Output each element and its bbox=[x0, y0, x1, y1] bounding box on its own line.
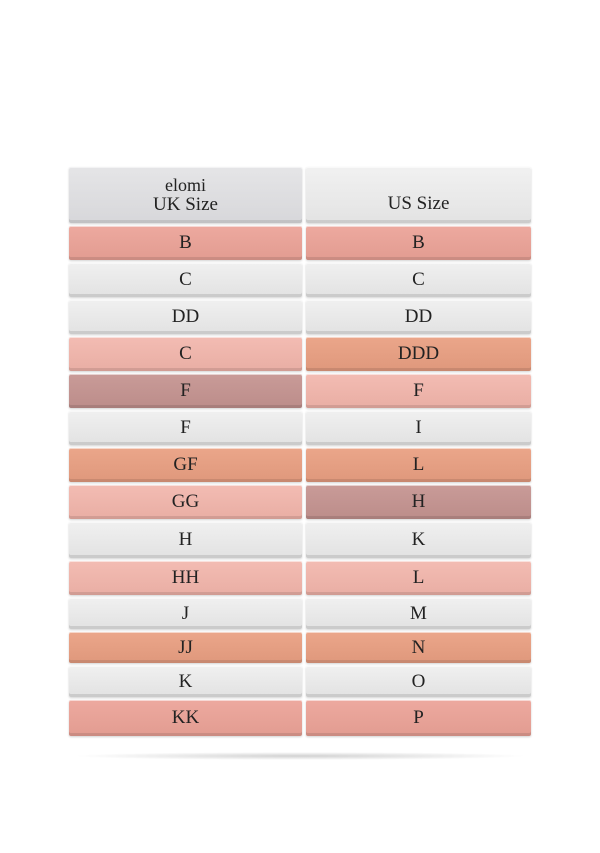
size-row bbox=[69, 632, 531, 663]
uk-size-cell: JJ bbox=[69, 632, 302, 663]
us-size-cell: N bbox=[306, 632, 531, 663]
size-row bbox=[69, 300, 531, 334]
uk-size-cell: C bbox=[69, 337, 302, 371]
us-size-cell: L bbox=[306, 448, 531, 482]
size-row bbox=[69, 485, 531, 519]
us-size-cell: I bbox=[306, 411, 531, 445]
uk-size-header bbox=[69, 167, 302, 223]
us-size-cell: K bbox=[306, 522, 531, 558]
us-size-cell: DDD bbox=[306, 337, 531, 371]
us-size-cell: F bbox=[306, 374, 531, 408]
size-rows bbox=[69, 226, 531, 736]
us-size-label: US Size bbox=[387, 193, 450, 214]
us-size-cell: P bbox=[306, 700, 531, 736]
us-size-header bbox=[306, 167, 531, 223]
us-size-cell: H bbox=[306, 485, 531, 519]
size-row bbox=[69, 598, 531, 629]
uk-size-cell: J bbox=[69, 598, 302, 629]
uk-size-cell: GF bbox=[69, 448, 302, 482]
size-row bbox=[69, 226, 531, 260]
uk-size-cell: HH bbox=[69, 561, 302, 595]
us-size-cell: L bbox=[306, 561, 531, 595]
uk-size-cell: GG bbox=[69, 485, 302, 519]
uk-size-cell: H bbox=[69, 522, 302, 558]
us-size-cell: C bbox=[306, 263, 531, 297]
us-size-cell: DD bbox=[306, 300, 531, 334]
uk-size-cell: F bbox=[69, 374, 302, 408]
brand-label: elomi bbox=[165, 175, 206, 195]
uk-size-cell: KK bbox=[69, 700, 302, 736]
uk-size-cell: B bbox=[69, 226, 302, 260]
stack-shadow bbox=[72, 752, 528, 760]
uk-size-cell: C bbox=[69, 263, 302, 297]
size-row bbox=[69, 666, 531, 697]
size-row bbox=[69, 522, 531, 558]
size-chart-stack bbox=[69, 167, 531, 736]
uk-size-cell: DD bbox=[69, 300, 302, 334]
uk-size-label: UK Size bbox=[153, 194, 218, 215]
us-size-cell: O bbox=[306, 666, 531, 697]
uk-size-cell: F bbox=[69, 411, 302, 445]
size-row bbox=[69, 411, 531, 445]
size-row bbox=[69, 561, 531, 595]
size-row bbox=[69, 448, 531, 482]
size-row bbox=[69, 337, 531, 371]
uk-size-cell: K bbox=[69, 666, 302, 697]
us-size-cell: B bbox=[306, 226, 531, 260]
size-row bbox=[69, 374, 531, 408]
header-row bbox=[69, 167, 531, 223]
size-row bbox=[69, 700, 531, 736]
size-row bbox=[69, 263, 531, 297]
us-size-cell: M bbox=[306, 598, 531, 629]
